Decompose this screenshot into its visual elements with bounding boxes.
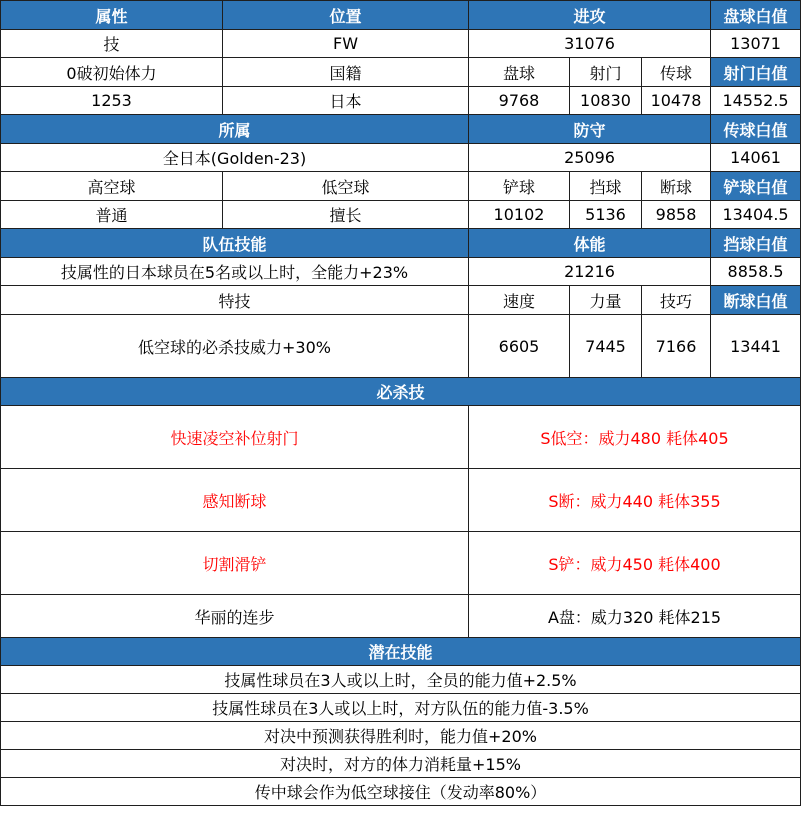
intercept-white-value: 13441 <box>711 315 801 378</box>
high-ball-label: 高空球 <box>1 172 223 201</box>
speed-label: 速度 <box>469 286 570 315</box>
special-move-row <box>1 532 801 595</box>
initial-stamina-label: 0破初始体力 <box>1 58 223 87</box>
special-move-name: 切割滑铲 <box>1 532 469 595</box>
stamina-header: 体能 <box>469 229 711 258</box>
attack-value: 31076 <box>469 30 711 58</box>
low-ball-value: 擅长 <box>223 201 469 229</box>
special-move-row <box>1 469 801 532</box>
dribble-white-value: 13071 <box>711 30 801 58</box>
power-label: 力量 <box>570 286 642 315</box>
latent-skill-row <box>1 750 801 778</box>
pass-white-header: 传球白值 <box>711 115 801 144</box>
special-move-detail: S断：威力440 耗体355 <box>469 469 801 532</box>
special-move-detail: A盘：威力320 耗体215 <box>469 595 801 638</box>
high-ball-value: 普通 <box>1 201 223 229</box>
technique-label: 技巧 <box>642 286 711 315</box>
position-header: 位置 <box>223 1 469 30</box>
latent-skill-row <box>1 778 801 806</box>
shoot-white-header: 射门白值 <box>711 58 801 87</box>
latent-skill: 技属性球员在3人或以上时，全员的能力值+2.5% <box>1 666 801 694</box>
defense-labels-row <box>1 172 801 201</box>
latent-skill: 对决中预测获得胜利时，能力值+20% <box>1 722 801 750</box>
technique-value: 7166 <box>642 315 711 378</box>
defense-values-row <box>1 201 801 229</box>
special-move-row <box>1 595 801 638</box>
pass-value: 10478 <box>642 87 711 115</box>
intercept-label: 断球 <box>642 172 711 201</box>
special-values-row <box>1 315 801 378</box>
team-value: 全日本(Golden-23) <box>1 144 469 172</box>
attack-header: 进攻 <box>469 1 711 30</box>
attack-labels-row <box>1 58 801 87</box>
initial-stamina-value: 1253 <box>1 87 223 115</box>
dribble-label: 盘球 <box>469 58 570 87</box>
tackle-label: 铲球 <box>469 172 570 201</box>
attack-values-row <box>1 87 801 115</box>
block-label: 挡球 <box>570 172 642 201</box>
defense-header: 防守 <box>469 115 711 144</box>
special-moves-header-row <box>1 378 801 406</box>
block-white-value: 8858.5 <box>711 258 801 286</box>
intercept-white-header: 断球白值 <box>711 286 801 315</box>
position-value: FW <box>223 30 469 58</box>
speed-value: 6605 <box>469 315 570 378</box>
team-values-row <box>1 144 801 172</box>
shoot-white-value: 14552.5 <box>711 87 801 115</box>
team-header: 所属 <box>1 115 469 144</box>
tackle-white-value: 13404.5 <box>711 201 801 229</box>
latent-skills-header-row <box>1 638 801 666</box>
dribble-white-header: 盘球白值 <box>711 1 801 30</box>
special-labels-row <box>1 286 801 315</box>
latent-skill: 技属性球员在3人或以上时，对方队伍的能力值-3.5% <box>1 694 801 722</box>
pass-white-value: 14061 <box>711 144 801 172</box>
header-row-team-skill <box>1 229 801 258</box>
shoot-label: 射门 <box>570 58 642 87</box>
team-skill-value: 技属性的日本球员在5名或以上时，全能力+23% <box>1 258 469 286</box>
special-move-detail: S铲：威力450 耗体400 <box>469 532 801 595</box>
team-skill-row <box>1 258 801 286</box>
nationality-value: 日本 <box>223 87 469 115</box>
special-move-row <box>1 406 801 469</box>
block-white-header: 挡球白值 <box>711 229 801 258</box>
special-move-name: 感知断球 <box>1 469 469 532</box>
header-row-basic <box>1 1 801 30</box>
attribute-value: 技 <box>1 30 223 58</box>
team-skill-header: 队伍技能 <box>1 229 469 258</box>
intercept-value: 9858 <box>642 201 711 229</box>
basic-values-row <box>1 30 801 58</box>
tackle-value: 10102 <box>469 201 570 229</box>
block-value: 5136 <box>570 201 642 229</box>
latent-skill: 对决时，对方的体力消耗量+15% <box>1 750 801 778</box>
latent-skill: 传中球会作为低空球接住（发动率80%） <box>1 778 801 806</box>
special-moves-header: 必杀技 <box>1 378 801 406</box>
shoot-value: 10830 <box>570 87 642 115</box>
header-row-team <box>1 115 801 144</box>
power-value: 7445 <box>570 315 642 378</box>
latent-skill-row <box>1 694 801 722</box>
nationality-label: 国籍 <box>223 58 469 87</box>
special-move-name: 快速凌空补位射门 <box>1 406 469 469</box>
defense-value: 25096 <box>469 144 711 172</box>
latent-skill-row <box>1 666 801 694</box>
tackle-white-header: 铲球白值 <box>711 172 801 201</box>
pass-label: 传球 <box>642 58 711 87</box>
latent-skill-row <box>1 722 801 750</box>
dribble-value: 9768 <box>469 87 570 115</box>
stamina-value: 21216 <box>469 258 711 286</box>
special-trait-value: 低空球的必杀技威力+30% <box>1 315 469 378</box>
latent-skills-header: 潜在技能 <box>1 638 801 666</box>
special-move-name: 华丽的连步 <box>1 595 469 638</box>
attribute-header: 属性 <box>1 1 223 30</box>
special-move-detail: S低空：威力480 耗体405 <box>469 406 801 469</box>
special-trait-label: 特技 <box>1 286 469 315</box>
low-ball-label: 低空球 <box>223 172 469 201</box>
